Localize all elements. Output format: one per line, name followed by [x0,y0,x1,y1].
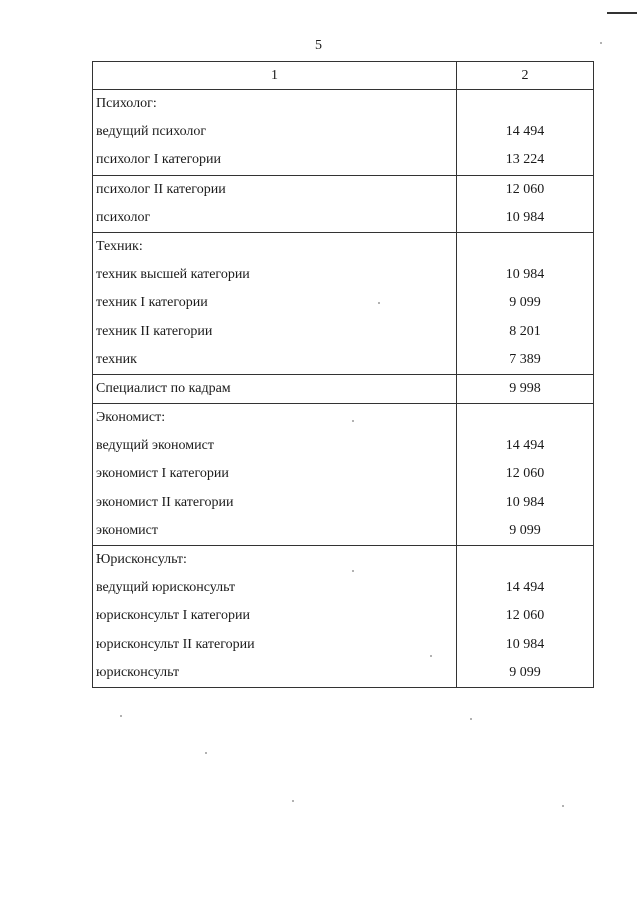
table-group [93,546,594,688]
salary-value: 14 494 [505,124,545,140]
salary-cell [456,232,593,374]
salary-value: 9 099 [509,295,541,311]
salary-value: 12 060 [505,181,545,197]
table-row [93,404,594,546]
salary-value: 10 984 [505,267,545,283]
table-group [93,232,594,374]
salary-value: 12 060 [505,608,545,624]
salary-cell [456,546,593,688]
position-cell [93,374,457,403]
salary-value: 8 201 [509,323,541,339]
salary-cell [456,175,593,232]
position-title: психолог I категории [96,152,222,168]
salary-cell [456,404,593,546]
salary-value: 10 984 [505,209,545,225]
table-row [93,232,594,374]
table-row [93,90,594,176]
table-header-row [93,62,594,90]
scan-edge-mark [607,12,637,14]
table-group [93,90,594,176]
column-header-2: 2 [456,62,593,90]
table-group [93,175,594,232]
salary-cell [456,90,593,176]
position-title: техник высшей категории [96,267,250,283]
salary-value: 14 494 [505,438,545,454]
salary-value [457,404,593,432]
salary-value [457,90,593,118]
salary-value: 9 099 [509,664,541,680]
table-group [93,374,594,403]
position-title: ведущий юрисконсульт [96,580,236,596]
table-group [93,404,594,546]
scan-speck [430,655,432,657]
scan-speck [378,302,380,304]
position-cell [93,546,457,688]
position-cell [93,90,457,176]
column-header-1: 1 [93,62,457,90]
position-title: психолог [96,209,151,225]
scan-speck [352,420,354,422]
position-cell [93,175,457,232]
position-title: Юрисконсульт: [96,552,187,567]
position-title: экономист II категории [96,494,234,510]
scan-speck [600,42,602,44]
salary-value: 7 389 [509,351,541,367]
scan-speck [352,570,354,572]
position-title: техник [96,351,137,367]
position-title: техник I категории [96,295,208,311]
table-row [93,374,594,403]
position-title: Техник: [96,238,143,254]
position-cell [93,404,457,546]
salary-value: 10 984 [505,494,545,510]
salary-value [457,233,593,261]
scan-speck [292,800,294,802]
salary-value: 13 224 [505,152,545,168]
scan-speck [205,752,207,754]
position-title: ведущий психолог [96,124,207,140]
position-title: экономист [96,522,159,538]
scan-speck [562,805,564,807]
position-title: экономист I категории [96,466,229,482]
salary-cell [456,374,593,403]
salary-table [92,61,594,688]
position-title: юрисконсульт [96,664,180,680]
salary-value: 9 998 [509,380,541,396]
position-title: психолог II категории [96,181,226,197]
position-title: техник II категории [96,323,213,339]
scan-speck [470,718,472,720]
salary-value [457,546,593,574]
table-row [93,175,594,232]
position-title: юрисконсульт II категории [96,636,255,652]
salary-value: 12 060 [505,466,545,482]
page-number: 5 [315,38,322,53]
salary-value: 14 494 [505,580,545,596]
position-cell [93,232,457,374]
table-row [93,546,594,688]
position-title: юрисконсульт I категории [96,608,250,624]
position-title: Специалист по кадрам [96,380,231,396]
scan-speck [120,715,122,717]
salary-value: 9 099 [509,522,541,538]
salary-value: 10 984 [505,636,545,652]
position-title: ведущий экономист [96,438,214,454]
position-title: Экономист: [96,410,166,426]
position-title: Психолог: [96,96,157,111]
